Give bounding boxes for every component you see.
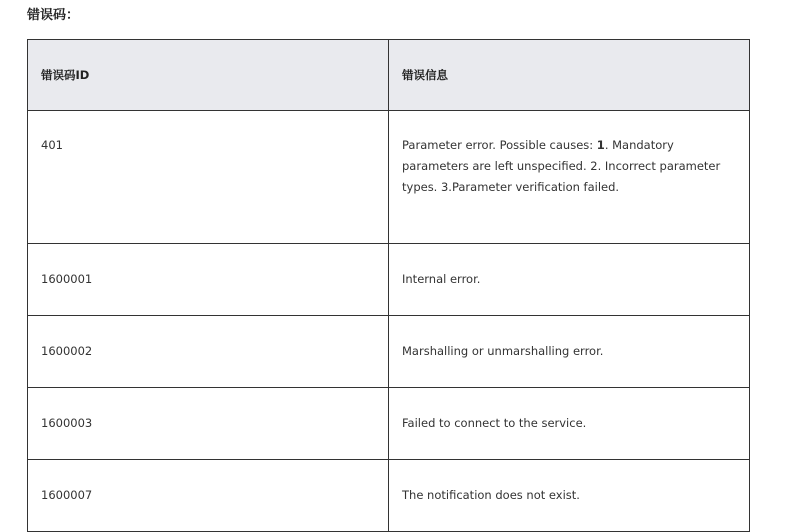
table-row xyxy=(28,111,750,244)
error-code-cell: 1600001 xyxy=(28,244,389,316)
error-message-cell: Marshalling or unmarshalling error. xyxy=(389,316,750,388)
table-row xyxy=(28,244,750,316)
message-text-bold: 1 xyxy=(596,138,605,152)
message-text-after: . Mandatory parameters are left unspecified. 2. Incorrect parameter types. 3.Parameter verification failed. xyxy=(402,138,721,194)
table-row xyxy=(28,460,750,532)
message-text-before: Parameter error. Possible causes: xyxy=(402,138,597,152)
error-code-cell: 1600003 xyxy=(28,388,389,460)
error-message-cell xyxy=(389,111,750,244)
error-code-cell: 401 xyxy=(28,111,389,244)
error-code-cell: 1600002 xyxy=(28,316,389,388)
error-message-cell: Internal error. xyxy=(389,244,750,316)
column-header-code: 错误码ID xyxy=(28,40,389,111)
section-heading: 错误码： xyxy=(27,8,80,23)
table-row xyxy=(28,388,750,460)
table-row xyxy=(28,316,750,388)
error-message-cell: The notification does not exist. xyxy=(389,460,750,532)
error-code-table xyxy=(27,39,750,532)
error-code-cell: 1600007 xyxy=(28,460,389,532)
column-header-message: 错误信息 xyxy=(389,40,750,111)
error-message-cell: Failed to connect to the service. xyxy=(389,388,750,460)
table-header-row xyxy=(28,40,750,111)
